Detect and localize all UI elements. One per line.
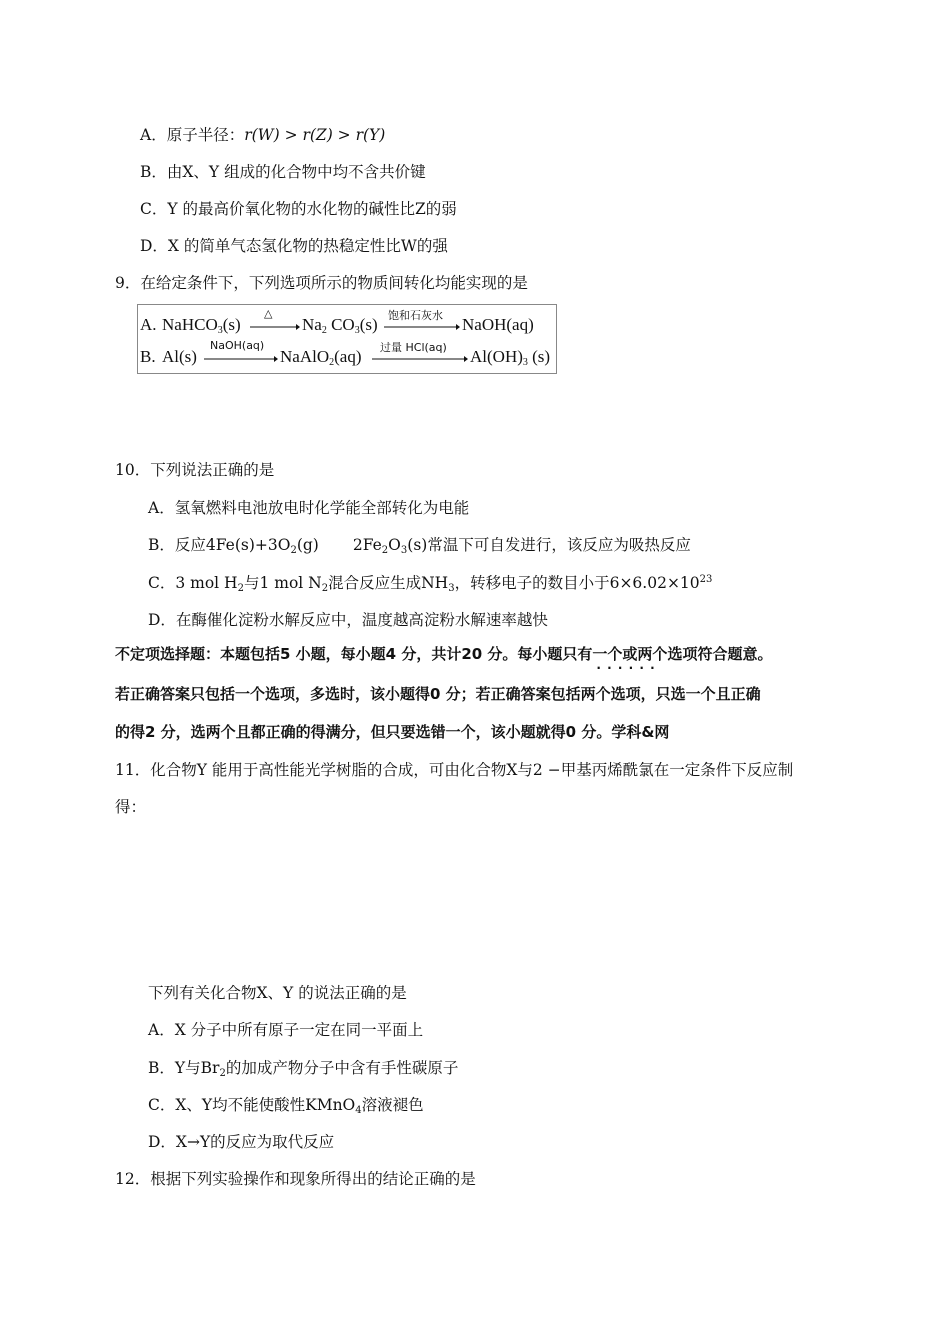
- q9-reaction-box: [137, 304, 557, 374]
- q11-option-b: B．Y与$Br_2$的加成产物分子中含有手性碳原子: [148, 1059, 459, 1079]
- q11-stem-line-1: 11．化合物Y 能用于高性能光学树脂的合成，可由化合物X与2 −甲基丙烯酰氯在一定条件下反应制: [115, 761, 794, 779]
- q8-option-d: D．X 的简单气态氢化物的热稳定性比W的强: [140, 237, 448, 255]
- q9-row-a-condition-2: 饱和石灰水: [388, 309, 443, 322]
- q11-option-a: A．X 分子中所有原子一定在同一平面上: [148, 1021, 424, 1039]
- q9-row-a-label: A.: [140, 315, 157, 334]
- emphasis-dots: 一个或两个 · ·: [592, 645, 667, 663]
- q11-structure-area: [140, 820, 740, 970]
- q8-option-a: [140, 124, 385, 146]
- q11-option-d: D．X→Y的反应为取代反应: [148, 1133, 335, 1151]
- q8-option-c: C．Y 的最高价氧化物的水化物的碱性比Z的弱: [140, 200, 457, 218]
- q10-option-a: A．氢氧燃料电池放电时化学能全部转化为电能: [148, 499, 470, 517]
- q9-row-a: [140, 307, 556, 337]
- q9-row-a-s2: $Na_2$ $CO_3(s)$: [302, 315, 378, 336]
- q9-row-b-condition-1: NaOH(aq): [210, 339, 265, 352]
- q9-row-a-arrow-1: [250, 315, 300, 331]
- q9-row-a-s1: NaHCO$_3$(s): [162, 315, 241, 336]
- q8-option-b: B．由X、Y 组成的化合物中均不含共价键: [140, 163, 426, 181]
- q11-option-c: C．X、Y均不能使酸性KMnO$_4$溶液褪色: [148, 1096, 424, 1116]
- q9-stem: 9．在给定条件下，下列选项所示的物质间转化均能实现的是: [115, 274, 528, 292]
- section-instructions-line-1: 不定项选择题：本题包括5 小题，每小题4 分，共计20 分。每小题只有一个或两个 · · 选项符合题意。: [115, 643, 772, 665]
- q10-stem: 10．下列说法正确的是: [115, 461, 275, 479]
- q8-option-a-formula: r(W) > r(Z) > r(Y): [244, 126, 386, 144]
- q9-row-b-s1: Al(s): [162, 347, 197, 366]
- section-instructions-line-3: 的得2 分，选两个且都正确的得满分，但只要选错一个，该小题就得0 分。学科&网: [115, 723, 670, 741]
- q11-stem-line-2: 得：: [115, 798, 147, 816]
- q9-row-b: [140, 339, 556, 369]
- q9-row-a-s3: NaOH(aq): [462, 315, 534, 334]
- section-instructions-line-2: 若正确答案只包括一个选项，多选时，该小题得0 分；若正确答案包括两个选项，只选一个且正确: [115, 685, 761, 703]
- q10-option-c: C．3 mol $H_2$与1 mol $N_2$混合反应生成$NH_3$，转移电子的数目小于$6\times 6.02\times 10^{23}$: [148, 574, 713, 594]
- q12-stem: 12．根据下列实验操作和现象所得出的结论正确的是: [115, 1170, 476, 1188]
- q8-option-a-label: A．原子半径：: [140, 126, 245, 144]
- q11-lead: 下列有关化合物X、Y 的说法正确的是: [148, 984, 407, 1002]
- q9-row-b-condition-2: 过量 HCl(aq): [380, 341, 447, 354]
- q9-row-b-s2: NaAlO$_2$(aq): [280, 347, 362, 368]
- q10-option-b: B．反应$4Fe(s)+3O_2(g)$ $2Fe_2O_3(s)$常温下可自发进行，该反应为吸热反应: [148, 536, 691, 556]
- q9-row-b-s3: $Al(OH)_3$ (s): [470, 347, 551, 368]
- q9-row-a-condition-1: △: [264, 307, 273, 320]
- q9-row-b-label: B.: [140, 347, 156, 366]
- q10-option-d: D．在酶催化淀粉水解反应中，温度越高淀粉水解速率越快: [148, 611, 548, 629]
